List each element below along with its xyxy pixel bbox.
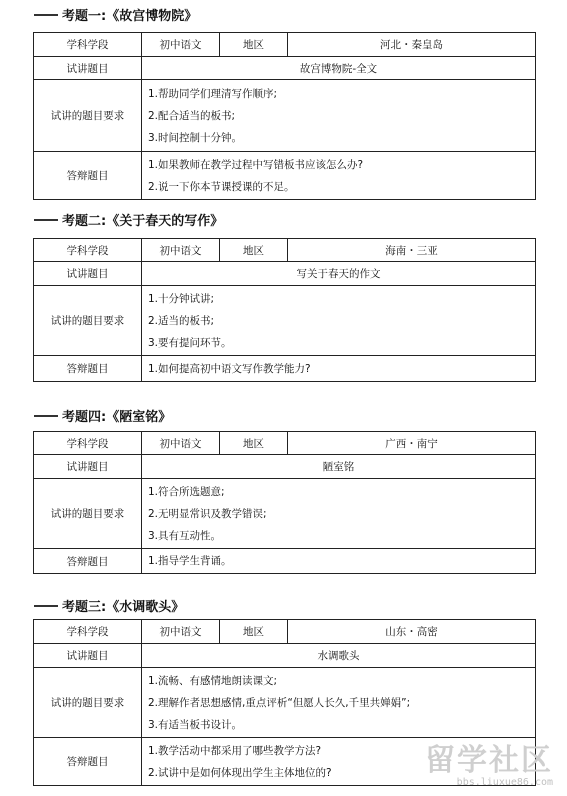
- list-item: 2.理解作者思想感情,重点评析“但愿人长久,千里共婵娟”;: [148, 696, 411, 709]
- list-item: 2.适当的板书;: [148, 314, 215, 327]
- subject-label: 学科学段: [34, 239, 142, 262]
- section-heading: 考题二:《关于春天的写作》: [62, 214, 224, 229]
- table-row: [34, 57, 536, 80]
- section-heading: 考题一:《故宫博物院》: [62, 9, 198, 24]
- defense-label: 答辩题目: [34, 738, 142, 786]
- heading-rule: [34, 605, 58, 607]
- exam-table: [33, 32, 536, 200]
- list-item: 1.如果教师在教学过程中写错板书应该怎么办?: [148, 158, 364, 171]
- subject-value: 初中语文: [142, 239, 220, 262]
- table-row: [34, 620, 536, 644]
- region-value: 山东・高密: [288, 620, 536, 644]
- list-item: 1.流畅、有感情地朗读课文;: [148, 674, 278, 687]
- defense-list: [142, 356, 536, 382]
- requirements-label: 试讲的题目要求: [34, 286, 142, 356]
- heading-rule: [34, 14, 58, 16]
- requirements-list: [142, 80, 536, 152]
- table-row: [34, 356, 536, 382]
- region-value: 海南・三亚: [288, 239, 536, 262]
- subject-label: 学科学段: [34, 620, 142, 644]
- list-item: 1.帮助同学们理清写作顺序;: [148, 87, 278, 100]
- list-item: 2.试讲中是如何体现出学生主体地位的?: [148, 766, 332, 779]
- table-row: [34, 152, 536, 200]
- list-item: 2.配合适当的板书;: [148, 109, 236, 122]
- table-row: [34, 80, 536, 152]
- topic-label: 试讲题目: [34, 455, 142, 479]
- topic-label: 试讲题目: [34, 262, 142, 286]
- requirements-list: [142, 668, 536, 738]
- region-label: 地区: [220, 33, 288, 57]
- watermark-url: bbs.liuxue86.com: [456, 777, 553, 788]
- requirements-label: 试讲的题目要求: [34, 668, 142, 738]
- list-item: 2.说一下你本节课授课的不足。: [148, 180, 295, 193]
- topic-value: 写关于春天的作文: [142, 262, 536, 286]
- list-item: 1.符合所选题意;: [148, 485, 225, 498]
- table-row: [34, 479, 536, 549]
- table-row: [34, 286, 536, 356]
- region-value: 广西・南宁: [288, 432, 536, 455]
- table-row: [34, 262, 536, 286]
- defense-list: [142, 549, 536, 574]
- list-item: 3.具有互动性。: [148, 529, 222, 542]
- list-item: 2.无明显常识及教学错误;: [148, 507, 267, 520]
- requirements-list: [142, 479, 536, 549]
- table-row: [34, 455, 536, 479]
- heading-rule: [34, 415, 58, 417]
- list-item: 3.有适当板书设计。: [148, 718, 243, 731]
- table-row: [34, 33, 536, 57]
- subject-label: 学科学段: [34, 432, 142, 455]
- watermark-logo: 留学社区: [425, 743, 553, 778]
- subject-label: 学科学段: [34, 33, 142, 57]
- region-label: 地区: [220, 620, 288, 644]
- watermark: [425, 745, 553, 788]
- section-heading: 考题三:《水调歌头》: [62, 600, 185, 615]
- requirements-label: 试讲的题目要求: [34, 479, 142, 549]
- region-label: 地区: [220, 432, 288, 455]
- defense-label: 答辩题目: [34, 152, 142, 200]
- region-value: 河北・秦皇岛: [288, 33, 536, 57]
- requirements-label: 试讲的题目要求: [34, 80, 142, 152]
- table-row: [34, 432, 536, 455]
- list-item: 3.时间控制十分钟。: [148, 131, 243, 144]
- defense-label: 答辩题目: [34, 356, 142, 382]
- subject-value: 初中语文: [142, 432, 220, 455]
- defense-label: 答辩题目: [34, 549, 142, 574]
- topic-value: 故宫博物院-全文: [142, 57, 536, 80]
- list-item: 1.教学活动中都采用了哪些教学方法?: [148, 744, 322, 757]
- table-row: [34, 668, 536, 738]
- section-heading: 考题四:《陋室铭》: [62, 410, 172, 425]
- requirements-list: [142, 286, 536, 356]
- heading-rule: [34, 219, 58, 221]
- list-item: 1.指导学生背诵。: [148, 555, 232, 567]
- list-item: 3.要有提问环节。: [148, 336, 232, 349]
- subject-value: 初中语文: [142, 33, 220, 57]
- defense-list: [142, 152, 536, 200]
- topic-label: 试讲题目: [34, 57, 142, 80]
- table-row: [34, 549, 536, 574]
- list-item: 1.十分钟试讲;: [148, 292, 215, 305]
- topic-value: 水调歌头: [142, 644, 536, 668]
- table-row: [34, 239, 536, 262]
- exam-table: [33, 238, 536, 382]
- topic-value: 陋室铭: [142, 455, 536, 479]
- list-item: 1.如何提高初中语文写作教学能力?: [148, 362, 311, 375]
- exam-table: [33, 431, 536, 574]
- table-row: [34, 644, 536, 668]
- topic-label: 试讲题目: [34, 644, 142, 668]
- region-label: 地区: [220, 239, 288, 262]
- subject-value: 初中语文: [142, 620, 220, 644]
